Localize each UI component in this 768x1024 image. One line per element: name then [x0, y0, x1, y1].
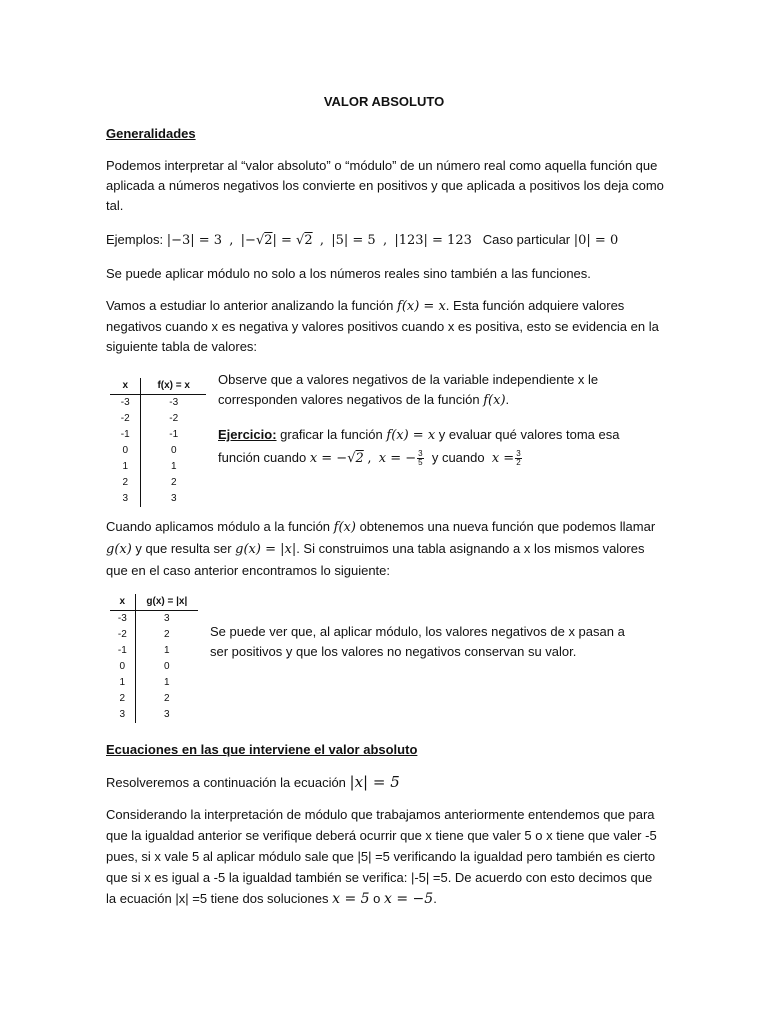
- paragraph-observe: [218, 370, 638, 411]
- math-fx-eq-x: f(x) = x: [397, 299, 446, 314]
- solution-or: o: [373, 891, 381, 906]
- table-cell: -1: [110, 427, 141, 443]
- section-heading-ecuaciones: [106, 740, 666, 760]
- paragraph-solution: [106, 804, 662, 910]
- table-header-row: [110, 594, 198, 611]
- math-absx-eq-5: |x| = 5: [349, 773, 400, 791]
- table-header-gx: g(x) = |x|: [135, 594, 198, 611]
- math-part: 2: [355, 451, 364, 466]
- math-fx: f(x): [333, 520, 356, 535]
- observe-end: .: [505, 392, 510, 407]
- table-cell: 2: [110, 691, 135, 707]
- paragraph-functions: Se puede aplicar módulo no solo a los números reales sino también a las funciones.: [106, 266, 591, 281]
- math-fx: f(x): [483, 393, 506, 408]
- table-cell: 2: [164, 629, 170, 640]
- fraction-denominator: 5: [418, 458, 423, 468]
- exercise-text-b: y evaluar qué valores toma esa función cuando: [218, 427, 620, 465]
- paragraph-intro: Podemos interpretar al “valor absoluto” o “módulo” de un número real como aquella función que aplicada a números negativos los convierte en positivos y que aplicada a positivos los deja como tal.: [106, 158, 664, 213]
- paragraph-analysis-a: Vamos a estudiar lo anterior analizando la función: [106, 298, 394, 313]
- separator: ,: [319, 233, 324, 248]
- table-cell: -3: [110, 395, 141, 412]
- table-row: [110, 675, 198, 691]
- fraction-3-5: [417, 450, 423, 467]
- heading-text: Ecuaciones en las que interviene el valor absoluto: [106, 742, 418, 757]
- table-cell: 3: [110, 707, 135, 723]
- exercise-label: Ejercicio:: [218, 427, 277, 442]
- particular-label: Caso particular: [482, 232, 571, 247]
- table-cell: 3: [110, 491, 141, 507]
- math-fx-eq-x: f(x) = x: [386, 428, 436, 443]
- table-row: [110, 643, 198, 659]
- table-cell: -3: [110, 611, 135, 628]
- table-cell: 1: [164, 645, 170, 656]
- table-cell: -3: [169, 397, 179, 408]
- fraction-3-2: [515, 450, 521, 467]
- table-row: [110, 491, 206, 507]
- solution-text: Considerando la interpretación de módulo que trabajamos anteriormente entendemos que para que la igualdad anterior se verifique deberá ocurrir que x tiene que valer 5 o x tiene que valer -5 pues, si x vale 5 al aplicar módulo sale que |5| =5 verificando la igualdad pero también es cierto que si x es igual a -5 la igualdad también se verifica: |-5| =5. De acuerdo con esto decimos que la ecuación |x| =5 tiene dos soluciones: [106, 807, 657, 906]
- example-5: |0| = 0: [573, 233, 619, 248]
- table-cell: 0: [164, 661, 170, 672]
- examples-label: Ejemplos:: [106, 232, 164, 247]
- example-3: |5| = 5: [331, 233, 376, 248]
- example-2-a: |−√: [240, 233, 265, 248]
- table-cell: -2: [110, 627, 135, 643]
- modulo-text-c: y que resulta ser: [135, 541, 232, 556]
- values-table-gx: [110, 594, 198, 723]
- math-part: x = −√: [309, 451, 356, 466]
- table-header-x: x: [110, 378, 141, 395]
- modulo-text-b: obtenemos una nueva función que podemos llamar: [359, 519, 656, 534]
- equation-intro: Resolveremos a continuación la ecuación: [106, 775, 346, 790]
- table-cell: 1: [110, 459, 141, 475]
- table-cell: -1: [169, 429, 179, 440]
- exercise-text-c: y cuando: [431, 450, 485, 465]
- table-cell: 0: [110, 659, 135, 675]
- table-cell: 1: [170, 461, 177, 472]
- solution-end: .: [433, 891, 437, 906]
- examples-line: [106, 230, 706, 251]
- separator: ,: [367, 451, 372, 466]
- math-solution-1: x = 5: [332, 891, 370, 907]
- table-cell: -1: [110, 643, 135, 659]
- math-x-neg-frac: x = −: [378, 451, 417, 466]
- math-solution-2: x = −5: [384, 891, 434, 907]
- example-4: |123| = 123: [394, 233, 472, 248]
- example-1: |−3| = 3: [166, 233, 223, 248]
- table-cell: 1: [164, 677, 170, 688]
- table-cell: 1: [110, 675, 135, 691]
- fraction-denominator: 2: [516, 458, 521, 468]
- table-row: [110, 459, 206, 475]
- table-row: [110, 627, 198, 643]
- table-row: [110, 427, 206, 443]
- separator: ,: [229, 233, 234, 248]
- paragraph-exercise: [218, 424, 638, 470]
- math-gx: g(x): [106, 542, 132, 557]
- math-gx-eq-absx: g(x) = |x|: [235, 542, 297, 557]
- table-cell: -2: [110, 411, 141, 427]
- document-title: VALOR ABSOLUTO: [323, 94, 445, 109]
- fraction-numerator: 3: [418, 449, 423, 459]
- table-cell: 3: [164, 709, 170, 720]
- modulo-text-d: . Si construimos una tabla asignando a x los mismos valores que en el caso anterior encontramos lo siguiente:: [106, 541, 645, 578]
- table-header-row: [110, 378, 206, 395]
- example-2: [241, 233, 313, 248]
- paragraph-analysis: [106, 296, 666, 357]
- table-row: [110, 475, 206, 491]
- table-cell: 3: [164, 613, 170, 624]
- values-table-fx: [110, 378, 206, 507]
- table-row: [110, 443, 206, 459]
- table-cell: 0: [170, 445, 177, 456]
- example-2-b: 2: [264, 233, 273, 248]
- exercise-text-a: graficar la función: [276, 427, 383, 442]
- table-row: [110, 707, 198, 723]
- table-cell: 3: [170, 493, 177, 504]
- math-x-eq: x =: [491, 451, 515, 466]
- example-2-c: | = √: [272, 233, 305, 248]
- table-row: [110, 395, 206, 412]
- table-row: [110, 691, 198, 707]
- observe-text: Observe que a valores negativos de la variable independiente x le corresponden valores negativos de la función: [218, 372, 599, 407]
- modulo-text-a: Cuando aplicamos módulo a la función: [106, 519, 331, 534]
- table-header-fx: f(x) = x: [141, 378, 206, 395]
- table-cell: -2: [169, 413, 179, 424]
- table-cell: 2: [164, 693, 170, 704]
- table-row: [110, 611, 198, 628]
- heading-text: Generalidades: [106, 126, 196, 141]
- math-x-neg-sqrt2: [310, 451, 364, 466]
- table-cell: 2: [170, 477, 177, 488]
- table-row: [110, 659, 198, 675]
- section-heading-generalidades: [106, 124, 666, 144]
- fraction-numerator: 3: [516, 449, 521, 459]
- table-header-x: x: [110, 594, 135, 611]
- paragraph-equation: [106, 772, 666, 793]
- example-2-d: 2: [304, 233, 313, 248]
- paragraph-analysis-b: . Esta función adquiere valores negativos cuando x es negativa y valores positivos cuando x es positiva, esto se evidencia en la siguiente tabla de valores:: [106, 298, 659, 354]
- table-cell: 0: [110, 443, 141, 459]
- separator: ,: [382, 233, 388, 248]
- table-row: [110, 411, 206, 427]
- table-cell: 2: [110, 475, 141, 491]
- paragraph-modulo: [106, 516, 662, 581]
- paragraph-conclusion: Se puede ver que, al aplicar módulo, los valores negativos de x pasan a ser positivos y que los valores no negativos conservan su valor.: [210, 624, 625, 659]
